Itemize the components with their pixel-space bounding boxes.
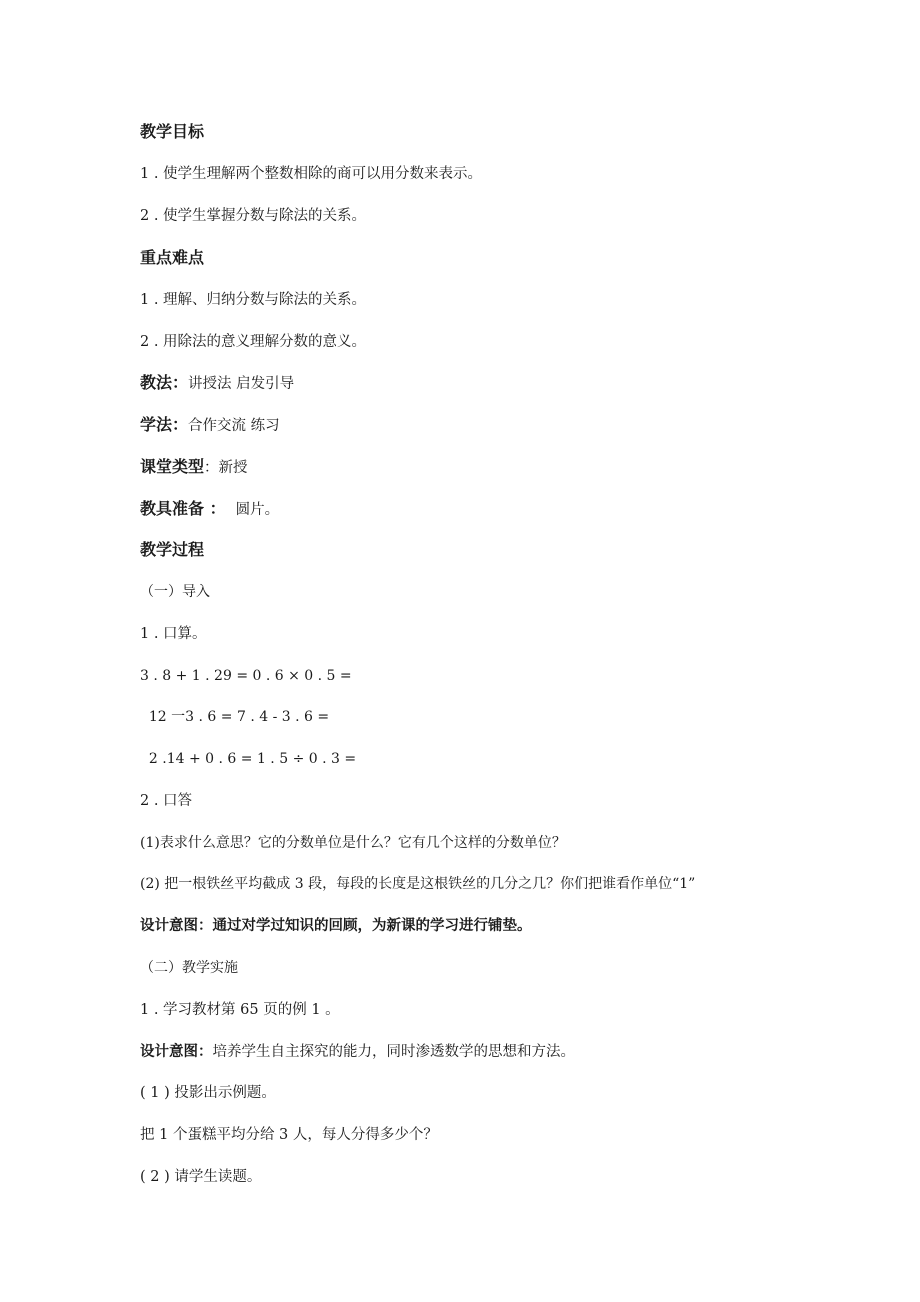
oral-answer-title: 2 . 口答: [140, 793, 193, 809]
section-heading-key-points: 重点难点: [140, 248, 205, 267]
key-point-item-1: 1 . 理解、归纳分数与除法的关系。: [140, 292, 367, 308]
step-1: ( 1 ) 投影出示例题。: [140, 1085, 276, 1101]
design-intent-2-value: 培养学生自主探究的能力，同时渗透数学的思想和方法。: [212, 1044, 575, 1060]
oral-question-1: (1)表求什么意思？它的分数单位是什么？它有几个这样的分数单位？: [140, 835, 566, 851]
class-type-label: 课堂类型: [140, 457, 205, 476]
step-2: ( 2 ) 请学生读题。: [140, 1169, 262, 1185]
calc-row-1: 3 . 8 + 1 . 29 = 0 . 6 × 0 . 5 =: [140, 668, 352, 684]
study-item-1: 1 . 学习教材第 65 页的例 1 。: [140, 1002, 340, 1018]
mental-calc-title: 1 . 口算。: [140, 626, 207, 642]
class-type-row: [140, 457, 248, 477]
calc-row-3: 2 .14 + 0 . 6 = 1 . 5 ÷ 0 . 3 =: [140, 751, 357, 767]
teaching-method-label: 教法：: [140, 373, 189, 392]
goal-item-2: 2 . 使学生掌握分数与除法的关系。: [140, 208, 367, 224]
oral-question-2: (2) 把一根铁丝平均截成 3 段，每段的长度是这根铁丝的几分之几？你们把谁看作单位“1”: [140, 876, 696, 892]
section-heading-teaching-goals: 教学目标: [140, 122, 205, 141]
learning-method-row: [140, 415, 280, 435]
teaching-tools-label: 教具准备 ：: [140, 499, 226, 518]
teaching-method-value: 讲授法 启发引导: [188, 376, 295, 392]
calc-row-2: 12 一3 . 6 = 7 . 4 - 3 . 6 =: [140, 709, 330, 725]
design-intent-2-label: 设计意图：: [140, 1044, 213, 1060]
design-intent-1: 设计意图：通过对学过知识的回顾，为新课的学习进行铺垫。: [140, 918, 532, 934]
teaching-tools-value: 圆片。: [235, 502, 280, 518]
teaching-tools-row: [140, 499, 279, 519]
goal-item-1: 1 . 使学生理解两个整数相除的商可以用分数来表示。: [140, 166, 483, 182]
teaching-method-row: [140, 373, 294, 393]
class-type-value: ：新授: [204, 460, 248, 476]
design-intent-2-row: [140, 1042, 575, 1062]
part-2-title: （二）教学实施: [140, 960, 238, 976]
example-problem: 把 1 个蛋糕平均分给 3 人，每人分得多少个？: [140, 1127, 438, 1143]
learning-method-label: 学法：: [140, 415, 189, 434]
key-point-item-2: 2 . 用除法的意义理解分数的意义。: [140, 334, 367, 350]
learning-method-value: 合作交流 练习: [188, 418, 280, 434]
part-1-title: （一）导入: [140, 584, 210, 600]
section-heading-teaching-process: 教学过程: [140, 540, 205, 559]
